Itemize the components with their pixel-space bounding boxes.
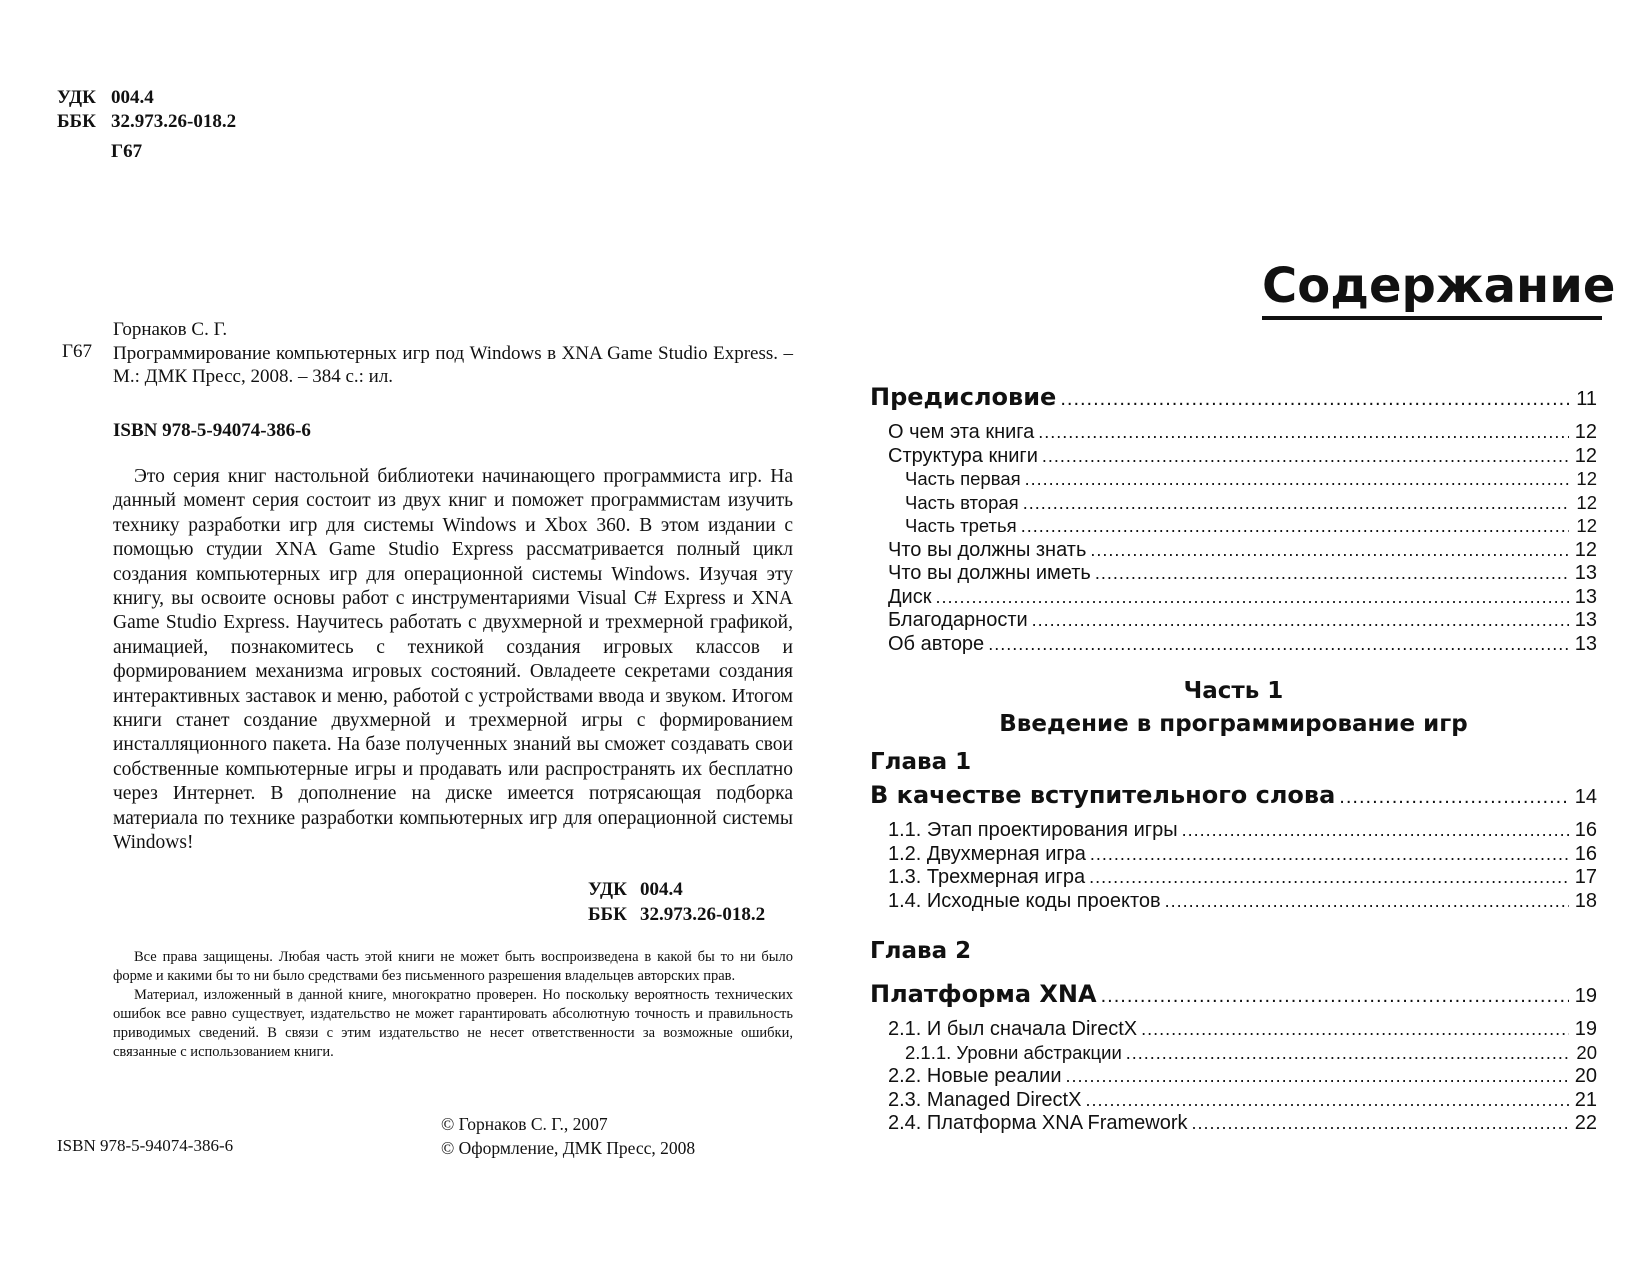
toc-entry-title: 1.4. Исходные коды проектов: [888, 889, 1161, 912]
toc-entry[interactable]: [870, 468, 1597, 492]
leader-dots: [1085, 1090, 1569, 1111]
udk-value: 004.4: [640, 879, 683, 900]
book-description: Программирование компьютерных игр под Windows в XNA Game Studio Express. – М.: ДМК Пресс, 2008. – 384 с.: ил.: [113, 343, 793, 387]
bbk-label: ББК: [57, 111, 96, 132]
disclaimer-paragraph: Материал, изложенный в данной книге, многократно проверен. Но поскольку вероятность технических ошибок все равно существует, издательство не может гарантировать абсолютную точность и правильность приводимых сведений. В связи с этим издательство не несет ответственности за возможные ошибки, связанные с использованием книги.: [113, 987, 793, 1060]
leader-dots: [1095, 563, 1569, 584]
toc-entry[interactable]: [870, 1018, 1597, 1042]
toc-entry-page: 17: [1574, 866, 1597, 888]
leader-dots: [1339, 786, 1569, 809]
udk-value: 004.4: [111, 87, 154, 108]
toc-entry-title: Об авторе: [888, 632, 985, 655]
toc-entry-page: 22: [1574, 1112, 1597, 1134]
classification-codes: [57, 86, 236, 164]
toc-entry-preface[interactable]: [870, 383, 1597, 421]
toc-entry-title: Предисловие: [870, 383, 1057, 411]
toc-entry-page: 19: [1574, 1018, 1597, 1040]
bibliographic-record: [113, 318, 793, 388]
rights-paragraph: Все права защищены. Любая часть этой книги не может быть воспроизведена в какой бы то ни было форме и какими бы то ни было средствами без письменного разрешения владельцев авторских прав.: [113, 949, 793, 984]
leader-dots: [1021, 516, 1569, 537]
toc-entry[interactable]: [870, 515, 1597, 539]
table-of-contents: [870, 383, 1597, 1136]
leader-dots: [1165, 891, 1569, 912]
copyright-design: © Оформление, ДМК Пресс, 2008: [441, 1138, 696, 1158]
udk-code: [57, 86, 236, 110]
udk-label: УДК: [588, 879, 627, 900]
leader-dots: [1089, 867, 1569, 888]
toc-entry-title: Часть первая: [905, 468, 1021, 489]
classification-codes-repeat: [588, 877, 765, 927]
leader-dots: [1060, 388, 1569, 411]
toc-entry-page: 14: [1574, 786, 1597, 808]
author-mark: Г67: [111, 141, 143, 162]
toc-entry-page: 20: [1576, 1041, 1597, 1063]
toc-entry-page: 21: [1574, 1088, 1597, 1111]
toc-entry-page: 12: [1576, 491, 1597, 513]
bbk-value: 32.973.26-018.2: [640, 904, 766, 925]
toc-entry[interactable]: [870, 633, 1597, 657]
toc-entry-page: 12: [1574, 538, 1597, 561]
toc-entry-chapter-2[interactable]: [870, 980, 1597, 1018]
toc-entry[interactable]: [870, 562, 1597, 586]
toc-entry-title: 2.4. Платформа XNA Framework: [888, 1112, 1188, 1134]
toc-entry[interactable]: [870, 421, 1597, 445]
toc-entry[interactable]: [870, 609, 1597, 633]
udk-code-repeat: [588, 877, 765, 902]
chapter-2-subentries: [870, 1018, 1597, 1136]
toc-entry-title: Структура книги: [888, 444, 1038, 467]
toc-entry-chapter-1[interactable]: [870, 781, 1597, 819]
toc-entry-title: Часть третья: [905, 515, 1017, 536]
udk-label: УДК: [57, 87, 96, 108]
leader-dots: [1192, 1113, 1569, 1134]
leader-dots: [935, 587, 1569, 608]
annotation: [113, 465, 793, 856]
part-label: Часть 1: [1183, 678, 1284, 704]
chapter-label: Глава 1: [870, 749, 972, 775]
toc-entry-title: Диск: [888, 585, 932, 608]
bbk-code-repeat: [588, 902, 765, 927]
toc-entry-page: 16: [1574, 842, 1597, 865]
author-mark-side: Г67: [62, 341, 92, 362]
toc-entry-title: О чем эта книга: [888, 421, 1035, 443]
toc-entry[interactable]: [870, 1089, 1597, 1113]
toc-title: Содержание: [1262, 258, 1616, 314]
toc-entry-page: 13: [1574, 562, 1597, 584]
toc-entry-title: 2.1.1. Уровни абстракции: [905, 1041, 1122, 1063]
leader-dots: [1023, 493, 1569, 514]
toc-entry-title: В качестве вступительного слова: [870, 781, 1336, 809]
toc-entry-page: 13: [1574, 585, 1597, 608]
preface-subentries: [870, 421, 1597, 656]
toc-entry[interactable]: [870, 843, 1597, 867]
toc-entry[interactable]: [870, 586, 1597, 610]
toc-entry-title: 2.2. Новые реалии: [888, 1065, 1062, 1087]
toc-entry[interactable]: [870, 1065, 1597, 1089]
title-underline: [1262, 316, 1602, 320]
leader-dots: [1025, 469, 1569, 490]
leader-dots: [1182, 820, 1569, 841]
toc-entry-page: 12: [1576, 468, 1597, 489]
toc-entry-title: 2.3. Managed DirectX: [888, 1088, 1082, 1111]
annotation-text: Это серия книг настольной библиотеки начинающего программиста игр. На данный момент серия состоит из двух книг и поможет программистам изучить технику разработки игр для системы Windows и Xbox 360. В этом издании с помощью студии XNA Game Studio Express рассматривается полный цикл создания компьютерных игр для операционной системы Windows. Изучая эту книгу, вы освоите основы работ с инструментариями Visual C# Express и XNA Game Studio Express. Научитесь работать с двухмерной и трехмерной графикой, анимацией, познакомитесь с техникой создания игровых классов и формированием механизма игровых состояний. Овладеете секретами создания интерактивных заставок и меню, работой с устройствами ввода и звуком. Итогом книги станет создание двухмерной и трехмерной игры с формированием инсталляционного пакета. На базе полученных знаний вы сможет создавать свои собственные компьютерные игры и продавать или распространять их бесплатно через Интернет. В дополнение на диске имеется потрясающая подборка материала по технике разработки компьютерных игр для операционной системы Windows!: [113, 466, 793, 854]
leader-dots: [1101, 985, 1569, 1008]
author-name: Горнаков С. Г.: [113, 319, 228, 340]
toc-entry[interactable]: [870, 539, 1597, 563]
toc-entry-title: Часть вторая: [905, 491, 1019, 513]
rights-notice: [113, 948, 793, 1062]
toc-entry-page: 19: [1574, 985, 1597, 1007]
toc-entry-page: 18: [1574, 889, 1597, 912]
leader-dots: [1042, 446, 1569, 467]
leader-dots: [1141, 1019, 1569, 1040]
leader-dots: [1126, 1043, 1569, 1064]
toc-entry-page: 12: [1574, 444, 1597, 467]
leader-dots: [988, 634, 1569, 655]
toc-entry[interactable]: [870, 445, 1597, 469]
leader-dots: [1066, 1066, 1569, 1087]
toc-entry-page: 12: [1574, 421, 1597, 443]
toc-entry[interactable]: [870, 819, 1597, 843]
toc-entry-title: Благодарности: [888, 609, 1028, 631]
isbn-footer: ISBN 978-5-94074-386-6: [57, 1136, 234, 1155]
toc-entry[interactable]: [870, 1112, 1597, 1136]
toc-entry[interactable]: [870, 492, 1597, 516]
toc-entry-page: 11: [1576, 388, 1597, 410]
chapter-label: Глава 2: [870, 938, 972, 964]
toc-entry-title: 2.1. И был сначала DirectX: [888, 1018, 1138, 1040]
toc-entry-page: 13: [1574, 632, 1597, 655]
bbk-label: ББК: [588, 904, 627, 925]
toc-entry-page: 13: [1574, 609, 1597, 631]
chapter-1-subentries: [870, 819, 1597, 913]
toc-entry-title: Что вы должны иметь: [888, 562, 1091, 584]
toc-entry-title: 1.1. Этап проектирования игры: [888, 819, 1178, 841]
toc-entry-title: 1.2. Двухмерная игра: [888, 842, 1086, 865]
leader-dots: [1032, 610, 1569, 631]
isbn-number: ISBN 978-5-94074-386-6: [113, 420, 311, 441]
leader-dots: [1090, 844, 1569, 865]
toc-entry[interactable]: [870, 866, 1597, 890]
bbk-value: 32.973.26-018.2: [111, 111, 237, 132]
copyright-block: [441, 1112, 695, 1160]
toc-entry-page: 12: [1576, 515, 1597, 536]
toc-entry-page: 20: [1574, 1065, 1597, 1087]
bbk-code: [57, 110, 236, 134]
toc-entry-title: 1.3. Трехмерная игра: [888, 866, 1086, 888]
part-title: Введение в программирование игр: [999, 711, 1468, 737]
toc-entry-title: Платформа XNA: [870, 980, 1097, 1008]
toc-entry-page: 16: [1574, 819, 1597, 841]
copyright-author: © Горнаков С. Г., 2007: [441, 1114, 608, 1134]
toc-entry[interactable]: [870, 1042, 1597, 1066]
toc-entry[interactable]: [870, 890, 1597, 914]
toc-entry-title: Что вы должны знать: [888, 538, 1087, 561]
leader-dots: [1090, 540, 1569, 561]
leader-dots: [1038, 422, 1569, 443]
